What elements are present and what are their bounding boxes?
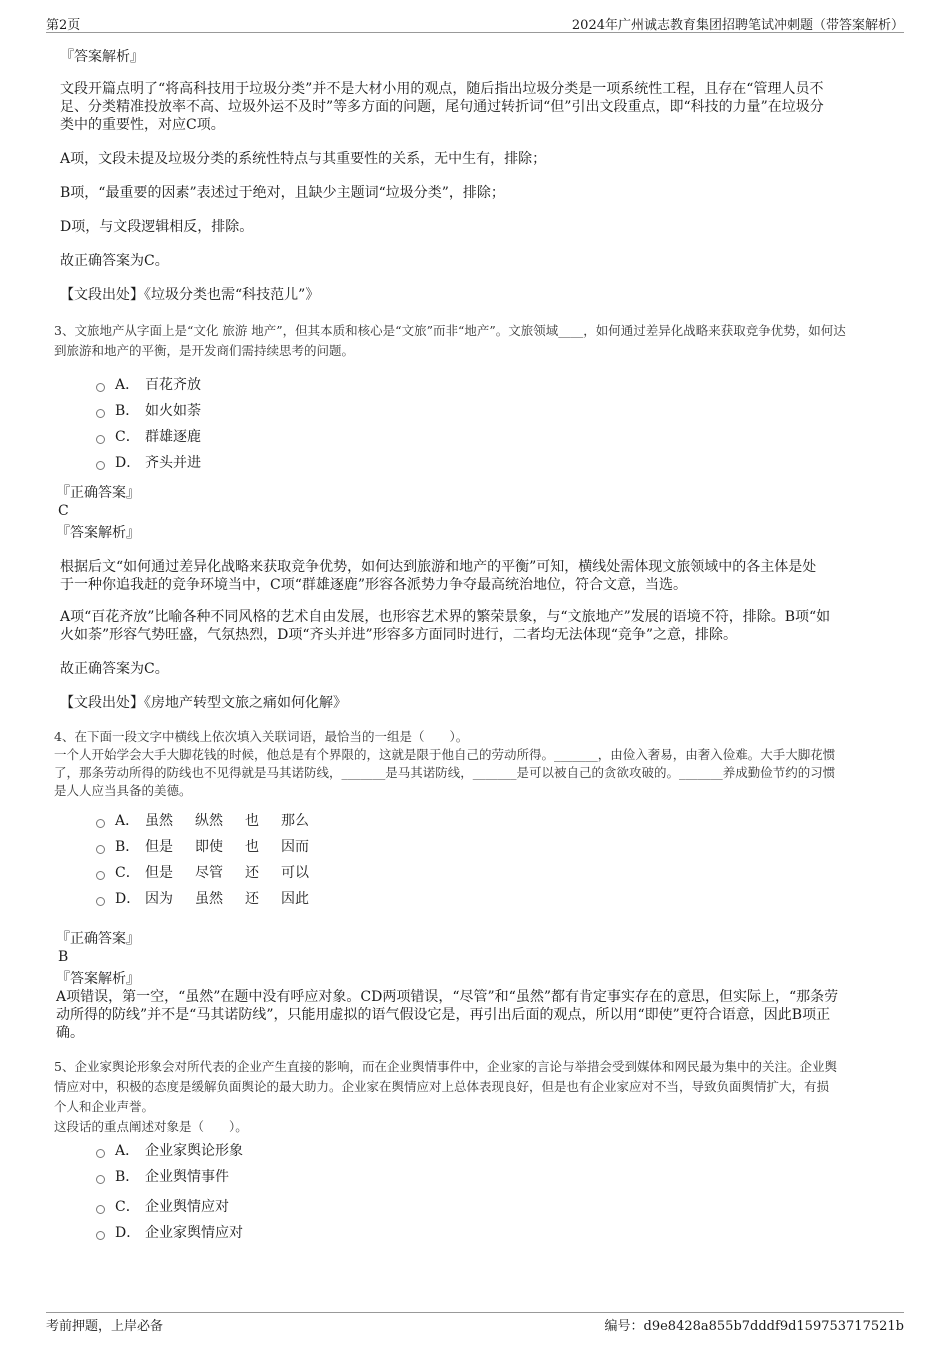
- q4-answer: B: [58, 949, 69, 965]
- q5-option-c[interactable]: C． 企业舆情应对: [96, 1198, 229, 1216]
- q2-note-b: B项，“最重要的因素”表述过于绝对，且缺少主题词“垃圾分类”，排除；: [60, 185, 505, 201]
- document-title: 2024年广州诚志教育集团招聘笔试冲刺题（带答案解析）: [571, 18, 904, 33]
- q4-option-d[interactable]: D． 因为 虽然 还 因此: [96, 890, 331, 908]
- q3-option-c[interactable]: C． 群雄逐鹿: [96, 428, 201, 446]
- q3-option-b[interactable]: B． 如火如荼: [96, 402, 201, 420]
- q3-option-a[interactable]: A． 百花齐放: [96, 376, 201, 394]
- q2-note-d: D项，与文段逻辑相反，排除。: [60, 219, 254, 235]
- radio-icon[interactable]: [96, 1231, 105, 1240]
- radio-icon[interactable]: [96, 845, 105, 854]
- q5-stem-line: 5、企业家舆论形象会对所代表的企业产生直接的影响，而在企业舆情事件中，企业家的言论与举措会受到媒体和网民最为集中的关注。企业舆: [54, 1059, 837, 1074]
- q3-option-d[interactable]: D． 齐头并进: [96, 454, 201, 472]
- q4-option-a[interactable]: A． 虽然 纵然 也 那么: [96, 812, 331, 830]
- q3-analysis-label: 『答案解析』: [56, 525, 140, 541]
- q3-stem-line: 3、文旅地产从字面上是“文化 旅游 地产”，但其本质和核心是“文旅”而非“地产”。文旅领域____，如何通过差异化战略来获取竞争优势，如何达: [54, 323, 846, 338]
- q2-analysis-label: 『答案解析』: [60, 49, 144, 65]
- q3-answer-label: 『正确答案』: [56, 485, 140, 501]
- radio-icon[interactable]: [96, 1205, 105, 1214]
- radio-icon[interactable]: [96, 1175, 105, 1184]
- q4-stem-line: 是人人应当具备的美德。: [54, 783, 192, 798]
- q5-option-a[interactable]: A． 企业家舆论形象: [96, 1142, 243, 1160]
- radio-icon[interactable]: [96, 897, 105, 906]
- q3-stem-line: 到旅游和地产的平衡，是开发商们需持续思考的问题。: [54, 343, 355, 358]
- q3-notes-line: 火如荼”形容气势旺盛，气氛热烈，D项“齐头并进”形容多方面同时进行，二者均无法体现“竞争”之意，排除。: [60, 627, 738, 643]
- radio-icon[interactable]: [96, 409, 105, 418]
- q4-option-c[interactable]: C． 但是 尽管 还 可以: [96, 864, 331, 882]
- q2-analysis-line: 足、分类精准投放率不高、垃圾外运不及时”等多方面的问题，尾句通过转折词“但”引出文段重点，即“科技的力量”在垃圾分: [60, 99, 824, 115]
- page-number: 第2页: [46, 18, 81, 33]
- q3-analysis-line: 根据后文“如何通过差异化战略来获取竞争优势，如何达到旅游和地产的平衡”可知，横线处需体现文旅领域中的各主体是处: [60, 559, 817, 575]
- q2-analysis-line: 文段开篇点明了“将高科技用于垃圾分类”并不是大材小用的观点，随后指出垃圾分类是一项系统性工程，且存在“管理人员不: [60, 81, 824, 97]
- q4-analysis-line: 确。: [56, 1025, 84, 1041]
- document-id: 编号：d9e8428a855b7dddf9d159753717521b: [604, 1319, 904, 1334]
- q4-option-b[interactable]: B． 但是 即使 也 因而: [96, 838, 331, 856]
- q2-note-a: A项，文段未提及垃圾分类的系统性特点与其重要性的关系，无中生有，排除；: [60, 151, 547, 167]
- radio-icon[interactable]: [96, 819, 105, 828]
- q5-option-b[interactable]: B． 企业舆情事件: [96, 1168, 229, 1186]
- q3-conclusion: 故正确答案为C。: [60, 661, 169, 677]
- q2-source: 【文段出处】《垃圾分类也需“科技范儿”》: [60, 287, 320, 303]
- radio-icon[interactable]: [96, 435, 105, 444]
- q4-answer-label: 『正确答案』: [56, 931, 140, 947]
- q5-stem-line: 个人和企业声誉。: [54, 1099, 155, 1114]
- q3-notes-line: A项“百花齐放”比喻各种不同风格的艺术自由发展，也形容艺术界的繁荣景象，与“文旅地产”发展的语境不符，排除。B项“如: [60, 609, 831, 625]
- q3-answer: C: [58, 503, 69, 519]
- page-footer: [46, 1312, 904, 1333]
- q4-analysis-line: 动所得的防线”并不是“马其诺防线”，只能用虚拟的语气假设它是，再引出后面的观点，所以用“即使”更符合语意，因此B项正: [56, 1007, 831, 1023]
- q2-conclusion: 故正确答案为C。: [60, 253, 169, 269]
- radio-icon[interactable]: [96, 383, 105, 392]
- q2-analysis-line: 类中的重要性，对应C项。: [60, 117, 225, 133]
- q3-source: 【文段出处】《房地产转型文旅之痛如何化解》: [60, 695, 347, 711]
- radio-icon[interactable]: [96, 461, 105, 470]
- q4-analysis-line: A项错误，第一空，“虽然”在题中没有呼应对象。CD两项错误，“尽管”和“虽然”都有肯定事实存在的意思，但实际上，“那条劳: [56, 989, 839, 1005]
- q4-analysis-label: 『答案解析』: [56, 971, 140, 987]
- q4-stem-line: 4、在下面一段文字中横线上依次填入关联词语，最恰当的一组是（ ）。: [54, 729, 469, 744]
- q5-stem-line: 这段话的重点阐述对象是（ ）。: [54, 1119, 248, 1134]
- footer-slogan: 考前押题，上岸必备: [46, 1319, 164, 1334]
- page-header: [46, 12, 904, 33]
- q5-option-d[interactable]: D． 企业家舆情应对: [96, 1224, 243, 1242]
- q5-stem-line: 情应对中，积极的态度是缓解负面舆论的最大助力。企业家在舆情应对上总体表现良好，但是也有企业家应对不当，导致负面舆情扩大，有损: [54, 1079, 830, 1094]
- radio-icon[interactable]: [96, 871, 105, 880]
- radio-icon[interactable]: [96, 1149, 105, 1158]
- q4-stem-line: 一个人开始学会大手大脚花钱的时候，他总是有个界限的，这就是限于他自己的劳动所得。_______，由俭入奢易，由奢入俭难。大手大脚花惯: [54, 747, 836, 762]
- q3-analysis-line: 于一种你追我赶的竞争环境当中，C项“群雄逐鹿”形容各派势力争夺最高统治地位，符合文意，当选。: [60, 577, 688, 593]
- q4-stem-line: 了，那条劳动所得的防线也不见得就是马其诺防线，_______是马其诺防线，_______是可以被自己的贪欲攻破的。_______养成勤俭节约的习惯: [54, 765, 836, 780]
